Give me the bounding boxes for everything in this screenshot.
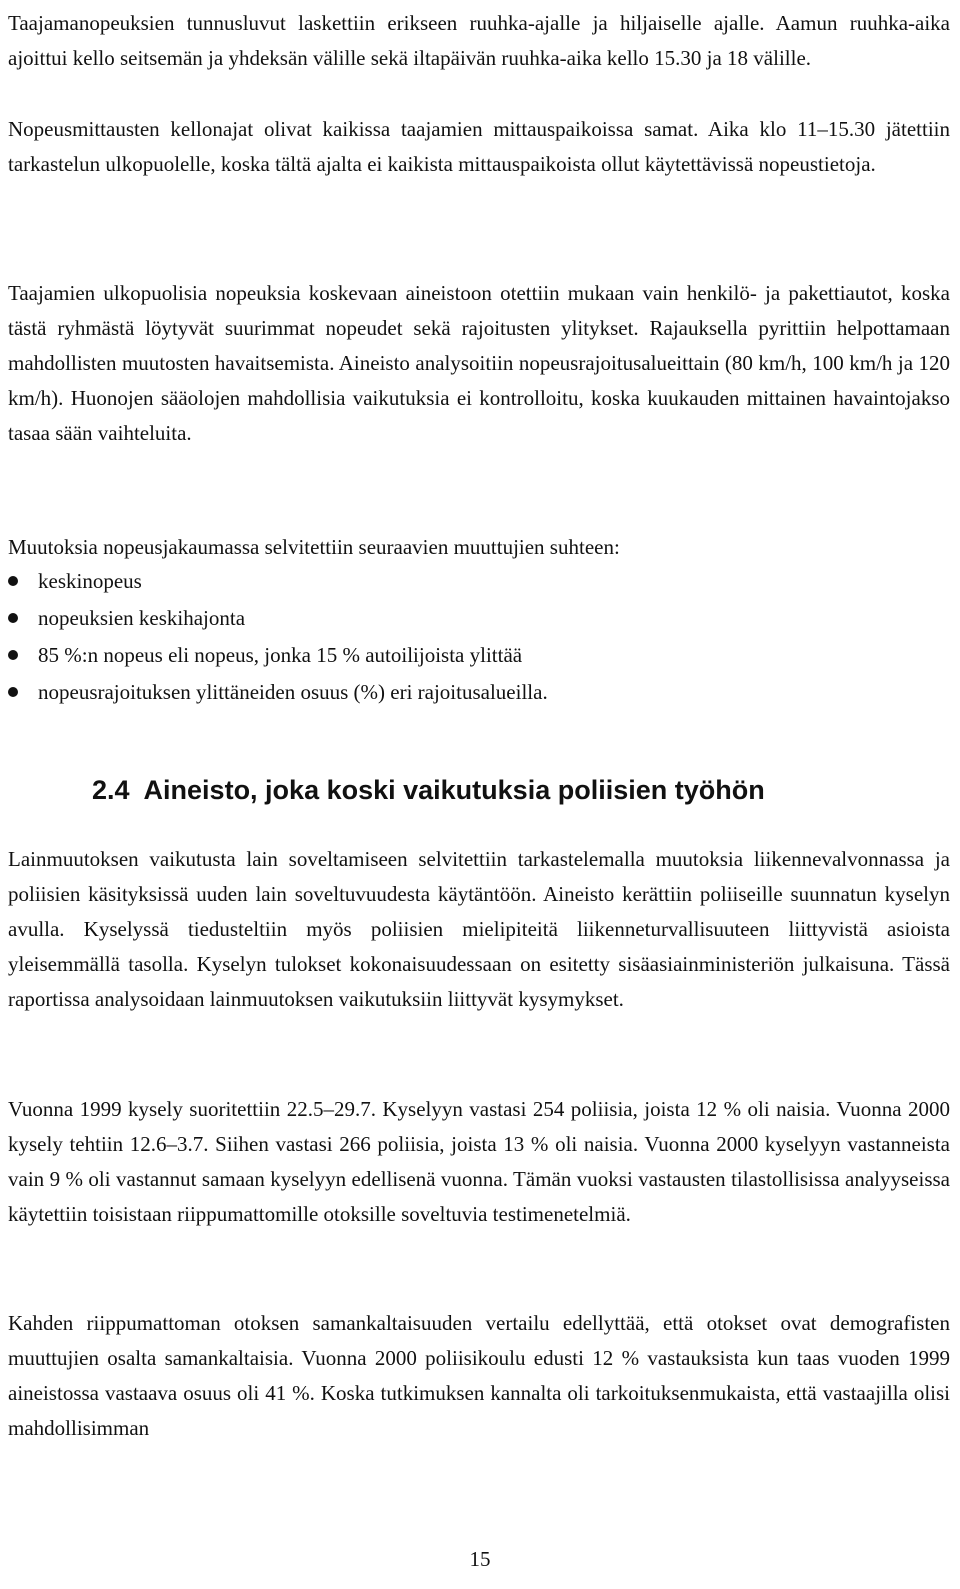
list-item: 85 %:n nopeus eli nopeus, jonka 15 % autoilijoista ylittää xyxy=(8,638,950,675)
section-number: 2.4 xyxy=(92,775,130,805)
page-number: 15 xyxy=(469,1547,491,1571)
paragraph-variables-intro: Muutoksia nopeusjakaumassa selvitettiin seuraavien muuttujien suhteen: xyxy=(8,535,620,559)
list-item: nopeuksien keskihajonta xyxy=(8,601,950,638)
list-item: nopeusrajoituksen ylittäneiden osuus (%) eri rajoitusalueilla. xyxy=(8,675,950,712)
paragraph-measurement-times: Nopeusmittausten kellonajat olivat kaikissa taajamien mittauspaikoissa samat. Aika klo 11–15.30 jätettiin tarkastelun ulkopuolelle, koska tältä ajalta ei kaikista mittauspaikoista ollut käytettävissä nopeustietoja. xyxy=(8,117,950,176)
bullet-icon xyxy=(8,576,18,586)
paragraph-rural-speeds: Taajamien ulkopuolisia nopeuksia koskevaan aineistoon otettiin mukaan vain henkilö- ja pakettiautot, koska tästä ryhmästä löytyvät suurimmat nopeudet sekä rajoitusten ylitykset. Rajauksella pyrittiin helpottamaan mahdollisten muutosten havaitsemista. Aineisto analysoitiin nopeusrajoitusalueittain (80 km/h, 100 km/h ja 120 km/h). Huonojen sääolojen mahdollisia vaikutuksia ei kontrolloitu, koska kuukauden mittainen havaintojakso tasaa sään vaihteluita. xyxy=(8,281,950,445)
bullet-icon xyxy=(8,650,18,660)
paragraph-sample-comparison: Kahden riippumattoman otoksen samankaltaisuuden vertailu edellyttää, että otokset ovat demografisten muuttujien osalta samankaltaisia. Vuonna 2000 poliisikoulu edusti 12 % vastauksista kun taas vuoden 1999 aineistossa vastaava osuus oli 41 %. Koska tutkimuksen kannalta oli tarkoituksenmukaista, että vastaajilla olisi mahdollisimman xyxy=(8,1311,950,1440)
section-title: Aineisto, joka koski vaikutuksia poliisien työhön xyxy=(143,775,765,805)
bullet-icon xyxy=(8,613,18,623)
paragraph-survey-years: Vuonna 1999 kysely suoritettiin 22.5–29.7. Kyselyyn vastasi 254 poliisia, joista 12 % oli naisia. Vuonna 2000 kysely tehtiin 12.6–3.7. Siihen vastasi 266 poliisia, joista 13 % oli naisia. Vuonna 2000 kyselyyn vastanneista vain 9 % oli vastannut samaan kyselyyn edellisenä vuonna. Tämän vuoksi vastausten tilastollisissa analyyseissa käytettiin toisistaan riippumattomille otoksille soveltuvia testimenetelmiä. xyxy=(8,1097,950,1226)
variables-list xyxy=(8,564,950,712)
paragraph-police-survey: Lainmuutoksen vaikutusta lain soveltamiseen selvitettiin tarkastelemalla muutoksia liikennevalvonnassa ja poliisien käsityksissä uuden lain soveltuvuudesta käytäntöön. Aineisto kerättiin poliiseille suunnatun kyselyn avulla. Kyselyssä tiedusteltiin myös poliisien mielipiteitä liikenneturvallisuuteen liittyvistä asioista yleisemmällä tasolla. Kyselyn tulokset kokonaisuudessaan on esitetty sisäasiainministeriön julkaisuna. Tässä raportissa analysoidaan lainmuutoksen vaikutuksiin liittyvät kysymykset. xyxy=(8,847,950,1011)
bullet-icon xyxy=(8,687,18,697)
list-item: keskinopeus xyxy=(8,564,950,601)
section-heading xyxy=(92,770,765,810)
paragraph-peak-hours: Taajamanopeuksien tunnusluvut laskettiin erikseen ruuhka-ajalle ja hiljaiselle ajalle. Aamun ruuhka-aika ajoittui kello seitsemän ja yhdeksän välille sekä iltapäivän ruuhka-aika kello 15.30 ja 18 välille. xyxy=(8,11,950,70)
